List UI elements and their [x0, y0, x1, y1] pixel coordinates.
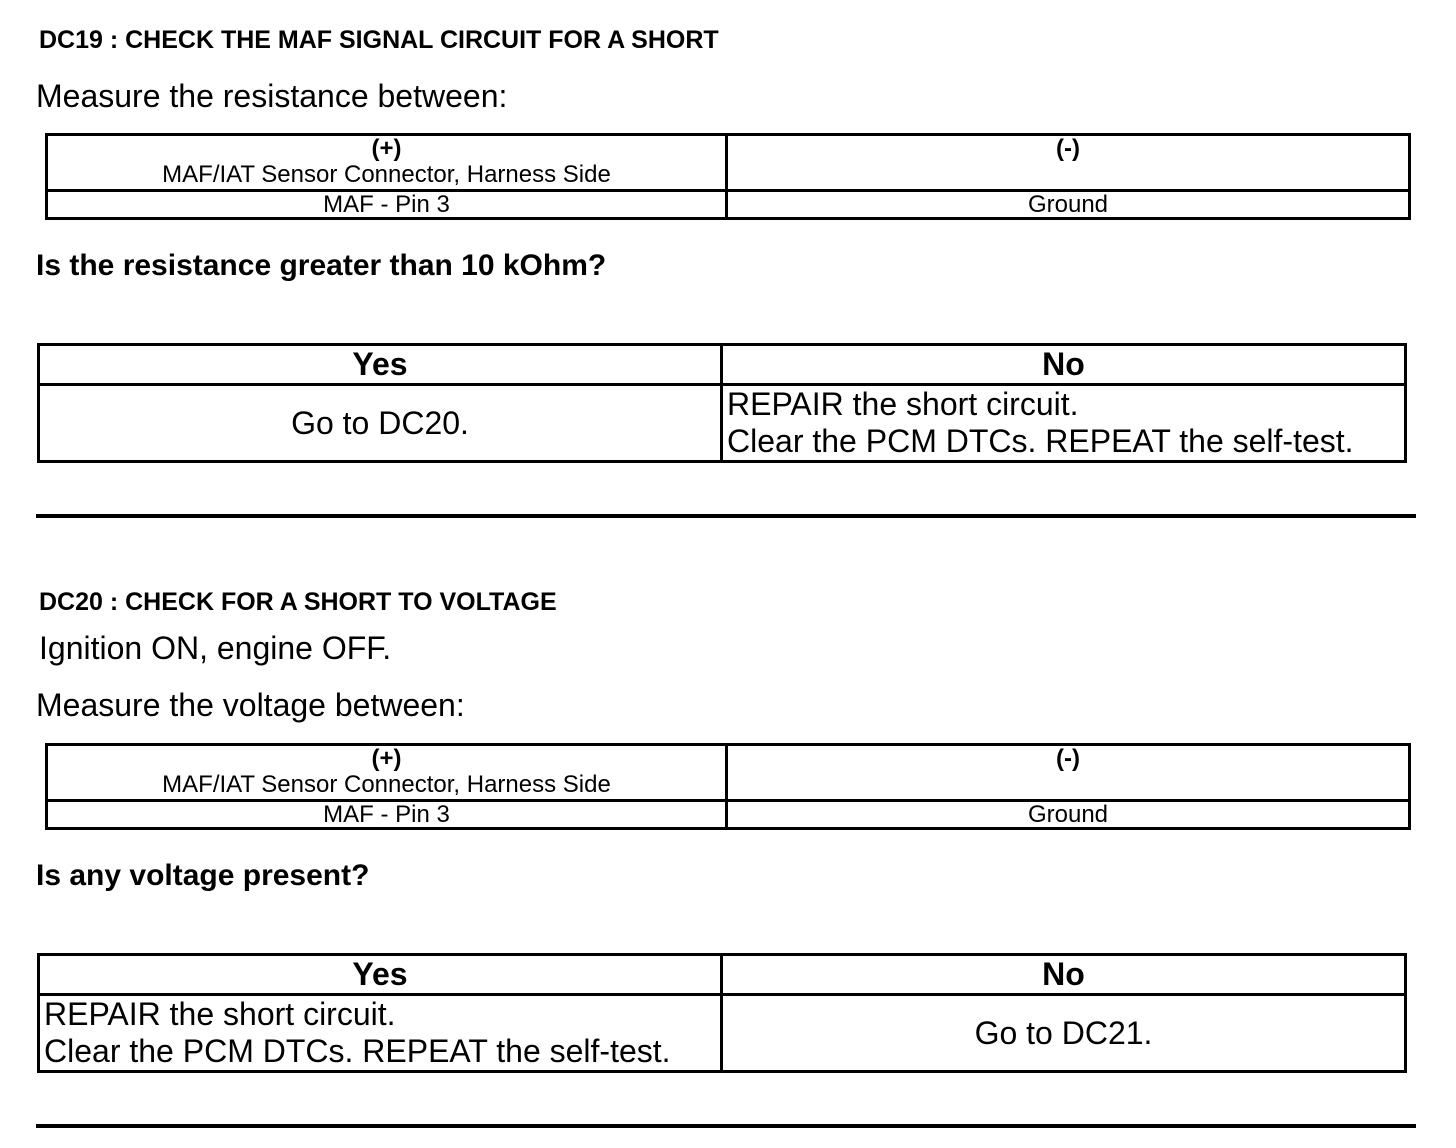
dc19-heading: DC19 : CHECK THE MAF SIGNAL CIRCUIT FOR A SHORT [39, 26, 719, 54]
dc20-negative-value: Ground [727, 801, 1410, 829]
dc20-instruction-ignition: Ignition ON, engine OFF. [39, 630, 392, 666]
dc19-no-line-2: Clear the PCM DTCs. REPEAT the self-test. [727, 423, 1354, 459]
dc20-decision-table [37, 953, 1407, 1073]
dc19-yes-cell [39, 385, 722, 462]
dc19-positive-header-cell [47, 135, 727, 191]
dc20-yes-header: Yes [39, 955, 722, 995]
section-divider-bottom [36, 1124, 1416, 1128]
dc20-heading: DC20 : CHECK FOR A SHORT TO VOLTAGE [39, 588, 557, 616]
dc19-no-cell [722, 385, 1406, 462]
dc20-yes-cell [39, 995, 722, 1072]
dc20-question: Is any voltage present? [36, 859, 370, 892]
dc20-instruction-measure: Measure the voltage between: [36, 687, 465, 723]
section-divider [36, 514, 1416, 518]
dc19-no-header: No [722, 345, 1406, 385]
dc20-negative-header-cell [727, 745, 1410, 801]
dc19-decision-table [37, 343, 1407, 463]
dc20-yes-line-1: REPAIR the short circuit. [44, 996, 396, 1032]
dc19-no-line-1: REPAIR the short circuit. [727, 386, 1079, 422]
dc20-no-header: No [722, 955, 1406, 995]
dc19-yes-line-1: Go to DC20. [291, 404, 469, 441]
dc19-negative-value: Ground [727, 191, 1410, 219]
dc19-measurement-table [45, 133, 1411, 220]
dc19-positive-value: MAF - Pin 3 [47, 191, 727, 219]
dc20-no-cell [722, 995, 1406, 1072]
dc20-negative-label: (-) [1056, 745, 1080, 772]
dc20-yes-line-2: Clear the PCM DTCs. REPEAT the self-test. [44, 1033, 671, 1069]
dc19-yes-header: Yes [39, 345, 722, 385]
dc19-question: Is the resistance greater than 10 kOhm? [36, 249, 607, 282]
dc20-positive-sublabel: MAF/IAT Sensor Connector, Harness Side [162, 771, 611, 798]
dc20-no-line-1: Go to DC21. [974, 1014, 1153, 1051]
dc19-negative-label: (-) [1056, 135, 1080, 162]
dc20-positive-header-cell [47, 745, 727, 801]
dc19-positive-sublabel: MAF/IAT Sensor Connector, Harness Side [162, 161, 611, 188]
dc20-measurement-table [45, 743, 1411, 830]
dc19-positive-label: (+) [371, 135, 402, 162]
dc20-positive-label: (+) [371, 745, 402, 772]
dc19-instruction: Measure the resistance between: [36, 78, 508, 114]
dc20-positive-value: MAF - Pin 3 [47, 801, 727, 829]
dc19-negative-header-cell [727, 135, 1410, 191]
